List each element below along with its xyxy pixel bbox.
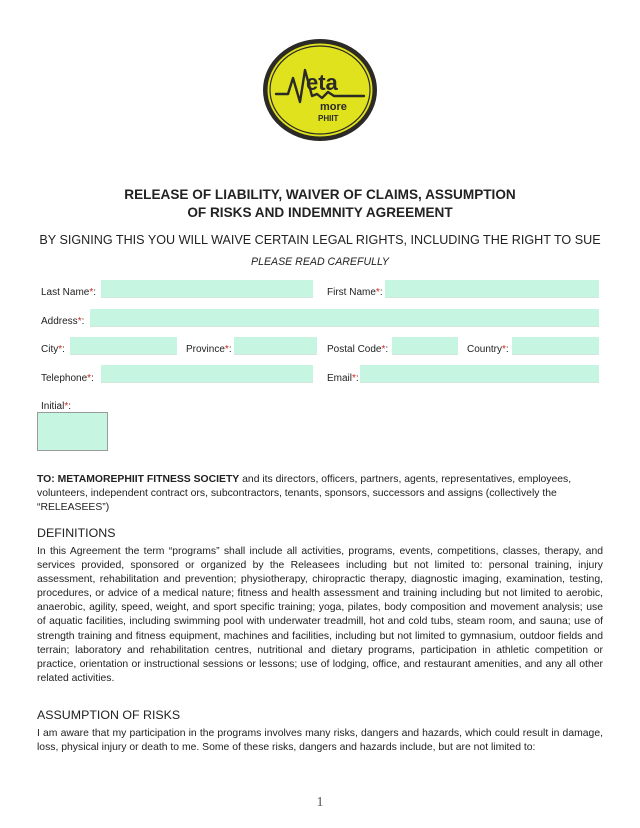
address-field[interactable] bbox=[90, 309, 599, 327]
logo-text-more: more bbox=[320, 101, 347, 113]
title-line-1: RELEASE OF LIABILITY, WAIVER OF CLAIMS, ASSUMPTION bbox=[124, 187, 516, 202]
postal-code-field[interactable] bbox=[392, 337, 458, 355]
city-field[interactable] bbox=[70, 337, 177, 355]
last-name-field[interactable] bbox=[101, 280, 313, 298]
society-name: TO: METAMOREPHIIT FITNESS SOCIETY bbox=[37, 474, 240, 485]
country-field[interactable] bbox=[512, 337, 599, 355]
assumption-text: I am aware that my participation in the programs involves many risks, dangers and hazards, which could result in damage, loss, physical injury or death to me. Some of these risks, dangers and hazards include, but are not limited to: bbox=[37, 728, 603, 754]
telephone-label: Telephone*: bbox=[41, 373, 94, 384]
releasees-paragraph bbox=[37, 473, 603, 515]
releasees-text: and its directors, officers, partners, agents, representatives, employees, volunteers, independent contract ors, subcontractors, tenants, sponsors, successors and assigns (collectively the “RELEASEES”) bbox=[37, 474, 572, 514]
definitions-text: In this Agreement the term “programs” shall include all activities, programs, events, competitions, classes, therapy, and services provided, sponsored or organized by the Releasees including but not limited to: personal training, injury assessment, rehabilitation and prevention; physiotherapy, chiropractic therapy, diagnostic imaging, examination, testing, procedures, or advice of a medical nature; fitness and health assessment and training including but not limited to aerobic, anaerobic, agility, speed, weight, and sport specific training; yoga, pilates, body composition and movement analysis; use of aquatic facilities, including swimming pool with underwater treadmill, hot and cold tubs, steam room, and sauna; use of strength training and fitness equipment, machines and facilities, including but not limited to gymnasium, outdoor fields and terrain; laboratory and rehabilitation centres, nutritional and dietary programs, participation in athletic competition or practice, orientation or instructional sessions or lessons; use of lodging, office, and restaurant amenities, and any all other related activities. bbox=[37, 546, 603, 684]
title-line-2: OF RISKS AND INDEMNITY AGREEMENT bbox=[187, 205, 453, 220]
email-label: Email*: bbox=[327, 373, 359, 384]
address-label: Address*: bbox=[41, 316, 85, 327]
initial-label: Initial*: bbox=[41, 401, 72, 412]
last-name-label: Last Name*: bbox=[41, 287, 97, 298]
metamorephiit-logo bbox=[262, 38, 378, 142]
province-label: Province*: bbox=[186, 344, 232, 355]
assumption-heading: ASSUMPTION OF RISKS bbox=[37, 708, 181, 722]
first-name-field[interactable] bbox=[385, 280, 599, 298]
page-number: 1 bbox=[316, 795, 324, 810]
logo-text-phiit: PHIIT bbox=[318, 114, 339, 123]
initial-field[interactable] bbox=[37, 412, 108, 451]
country-label: Country*: bbox=[467, 344, 509, 355]
postal-code-label: Postal Code*: bbox=[327, 344, 389, 355]
logo-text-eta: eta bbox=[306, 70, 338, 95]
document-title bbox=[0, 186, 640, 222]
first-name-label: First Name*: bbox=[327, 287, 383, 298]
city-label: City*: bbox=[41, 344, 65, 355]
telephone-field[interactable] bbox=[101, 365, 313, 383]
province-field[interactable] bbox=[234, 337, 317, 355]
document-subtitle: BY SIGNING THIS YOU WILL WAIVE CERTAIN LEGAL RIGHTS, INCLUDING THE RIGHT TO SUE bbox=[39, 233, 601, 247]
email-field[interactable] bbox=[360, 365, 599, 383]
read-carefully-notice: PLEASE READ CAREFULLY bbox=[251, 256, 389, 268]
definitions-heading: DEFINITIONS bbox=[37, 526, 116, 540]
